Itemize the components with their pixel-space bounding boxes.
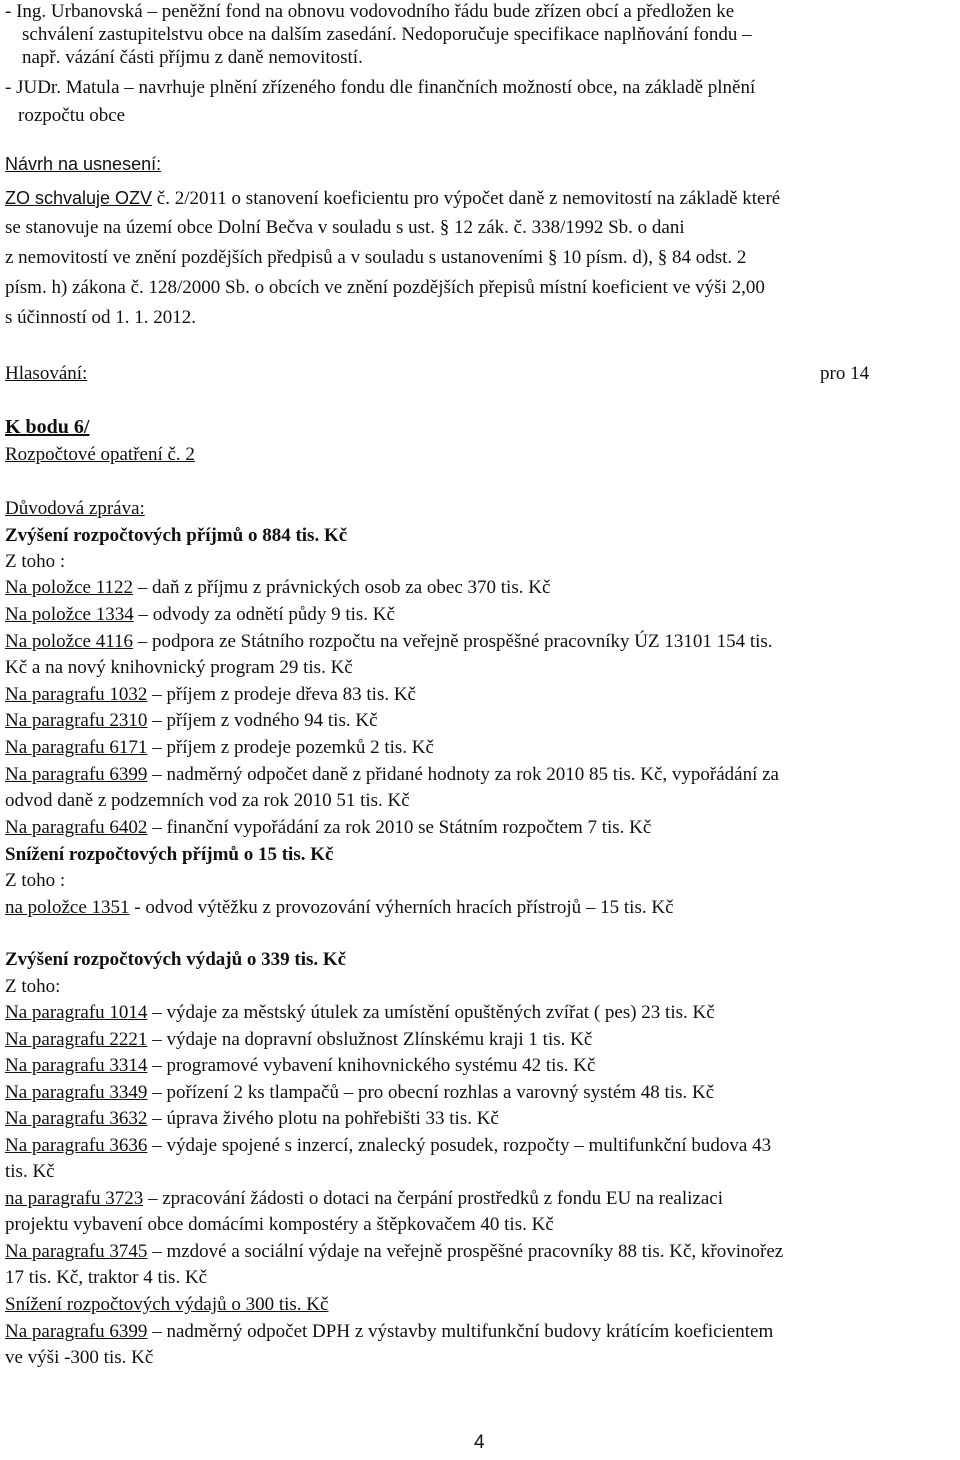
budget-item <box>5 576 550 600</box>
item-code: Na paragrafu 2310 <box>5 710 148 731</box>
item-text: – nadměrný odpočet DPH z výstavby multifunkční budovy krátícím koeficientem <box>147 1321 774 1342</box>
voting-result: pro 14 <box>820 363 870 384</box>
item-heading: K bodu 6/ <box>5 416 90 438</box>
item-text: – mzdové a sociální výdaje na veřejně prospěšné pracovníky 88 tis. Kč, křovinořez <box>147 1241 784 1262</box>
item-code: Na paragrafu 6171 <box>5 737 148 758</box>
item-text: – výdaje na dopravní obslužnost Zlínskému kraji 1 tis. Kč <box>147 1029 593 1050</box>
zo-approves: ZO schvaluje OZV <box>5 188 153 208</box>
item-code: Na paragrafu 6402 <box>5 817 148 838</box>
budget-item <box>5 1001 715 1025</box>
item-text: – programové vybavení knihovnického systému 42 tis. Kč <box>147 1055 596 1076</box>
item-text: – zpracování žádosti o dotaci na čerpání prostředků z fondu EU na realizaci <box>143 1188 723 1209</box>
item-code: Na položce 4116 <box>5 631 134 652</box>
proposal-text: č. 2/2011 o stanovení koeficientu pro výpočet daně z nemovitostí na základě které <box>152 188 781 209</box>
budget-item <box>5 1028 592 1052</box>
item-code: na položce 1351 <box>5 897 130 918</box>
budget-item <box>5 1187 723 1211</box>
budget-item-cont: projektu vybavení obce domácími kompostéry a štěpkovačem 40 tis. Kč <box>5 1214 554 1235</box>
budget-item <box>5 1240 783 1264</box>
intro-line: - Ing. Urbanovská – peněžní fond na obnovu vodovodního řádu bude zřízen obcí a předložen ke <box>5 1 735 22</box>
proposal-heading: Návrh na usnesení: <box>5 154 162 174</box>
item-code: Na paragrafu 2221 <box>5 1029 148 1050</box>
income-increase-title: Zvýšení rozpočtových příjmů o 884 tis. Kč <box>5 525 348 546</box>
budget-item-cont: ve výši -300 tis. Kč <box>5 1347 154 1368</box>
budget-item <box>5 736 434 760</box>
item-subheading: Rozpočtové opatření č. 2 <box>5 444 195 465</box>
voting-label: Hlasování: <box>5 363 88 384</box>
budget-item <box>5 683 416 707</box>
item-text: – úprava živého plotu na pohřebišti 33 tis. Kč <box>147 1108 499 1129</box>
budget-item <box>5 709 378 733</box>
of-which-label: Z toho: <box>5 976 61 997</box>
budget-item <box>5 763 779 787</box>
proposal-line: s účinností od 1. 1. 2012. <box>5 307 197 328</box>
item-code: Na paragrafu 6399 <box>5 764 148 785</box>
budget-item <box>5 1320 773 1344</box>
item-code: na paragrafu 3723 <box>5 1188 144 1209</box>
item-code: Na paragrafu 3314 <box>5 1055 148 1076</box>
item-code: Na paragrafu 1032 <box>5 684 148 705</box>
item-text: – nadměrný odpočet daně z přidané hodnoty za rok 2010 85 tis. Kč, vypořádání za <box>147 764 779 785</box>
item-text: – výdaje spojené s inzercí, znalecký posudek, rozpočty – multifunkční budova 43 <box>147 1135 772 1156</box>
budget-item <box>5 1054 595 1078</box>
page-number: 4 <box>474 1432 485 1453</box>
budget-item-cont: tis. Kč <box>5 1161 55 1182</box>
item-code: Na paragrafu 1014 <box>5 1002 148 1023</box>
expense-increase-title: Zvýšení rozpočtových výdajů o 339 tis. Kč <box>5 949 347 970</box>
item-code: Na paragrafu 3349 <box>5 1082 148 1103</box>
income-decrease-title: Snížení rozpočtových příjmů o 15 tis. Kč <box>5 844 334 865</box>
proposal-line: z nemovitostí ve znění pozdějších předpisů a v souladu s ustanoveními § 10 písm. d), § 84 odst. 2 <box>5 247 747 268</box>
item-text: – příjem z prodeje dřeva 83 tis. Kč <box>147 684 416 705</box>
item-code: Na paragrafu 3636 <box>5 1135 148 1156</box>
of-which-label: Z toho : <box>5 551 66 572</box>
item-text: – výdaje za městský útulek za umístění opuštěných zvířat ( pes) 23 tis. Kč <box>147 1002 715 1023</box>
budget-item-cont: odvod daně z podzemních vod za rok 2010 51 tis. Kč <box>5 790 410 811</box>
budget-item <box>5 1107 499 1131</box>
budget-item <box>5 816 651 840</box>
intro-line: např. vázání části příjmu z daně nemovitostí. <box>22 47 363 68</box>
item-code: Na paragrafu 6399 <box>5 1321 148 1342</box>
item-text: – odvody za odnětí půdy 9 tis. Kč <box>133 604 395 625</box>
budget-item-cont: Kč a na nový knihovnický program 29 tis. Kč <box>5 657 353 678</box>
item-code: Na paragrafu 3745 <box>5 1241 148 1262</box>
budget-item <box>5 1081 714 1105</box>
expense-decrease-title: Snížení rozpočtových výdajů o 300 tis. Kč <box>5 1294 329 1315</box>
item-code: Na položce 1334 <box>5 604 134 625</box>
budget-item <box>5 603 395 627</box>
budget-item <box>5 630 773 654</box>
proposal-line: písm. h) zákona č. 128/2000 Sb. o obcích ve znění pozdějších přepisů místní koeficient ve výši 2,00 <box>5 277 765 298</box>
item-text: – příjem z prodeje pozemků 2 tis. Kč <box>147 737 434 758</box>
item-text: - odvod výtěžku z provozování výherních hracích přístrojů – 15 tis. Kč <box>129 897 674 918</box>
intro-line: rozpočtu obce <box>18 105 126 126</box>
report-heading: Důvodová zpráva: <box>5 498 145 519</box>
item-text: – pořízení 2 ks tlampačů – pro obecní rozhlas a varovný systém 48 tis. Kč <box>147 1082 715 1103</box>
item-code: Na paragrafu 3632 <box>5 1108 148 1129</box>
intro-line: schválení zastupitelstvu obce na dalším zasedání. Nedoporučuje specifikace naplňování fondu – <box>22 24 752 45</box>
proposal-line <box>5 186 780 211</box>
item-text: – finanční vypořádání za rok 2010 se Státním rozpočtem 7 tis. Kč <box>147 817 652 838</box>
proposal-line: se stanovuje na území obce Dolní Bečva v souladu s ust. § 12 zák. č. 338/1992 Sb. o dani <box>5 217 685 238</box>
item-text: – daň z příjmu z právnických osob za obec 370 tis. Kč <box>133 577 551 598</box>
item-text: – podpora ze Státního rozpočtu na veřejně prospěšné pracovníky ÚZ 13101 154 tis. <box>133 631 773 652</box>
budget-item-cont: 17 tis. Kč, traktor 4 tis. Kč <box>5 1267 208 1288</box>
budget-item <box>5 1134 771 1158</box>
budget-item <box>5 896 674 920</box>
of-which-label: Z toho : <box>5 870 66 891</box>
intro-line: - JUDr. Matula – navrhuje plnění zřízeného fondu dle finančních možností obce, na základě plnění <box>5 77 756 98</box>
item-text: – příjem z vodného 94 tis. Kč <box>147 710 378 731</box>
item-code: Na položce 1122 <box>5 577 134 598</box>
